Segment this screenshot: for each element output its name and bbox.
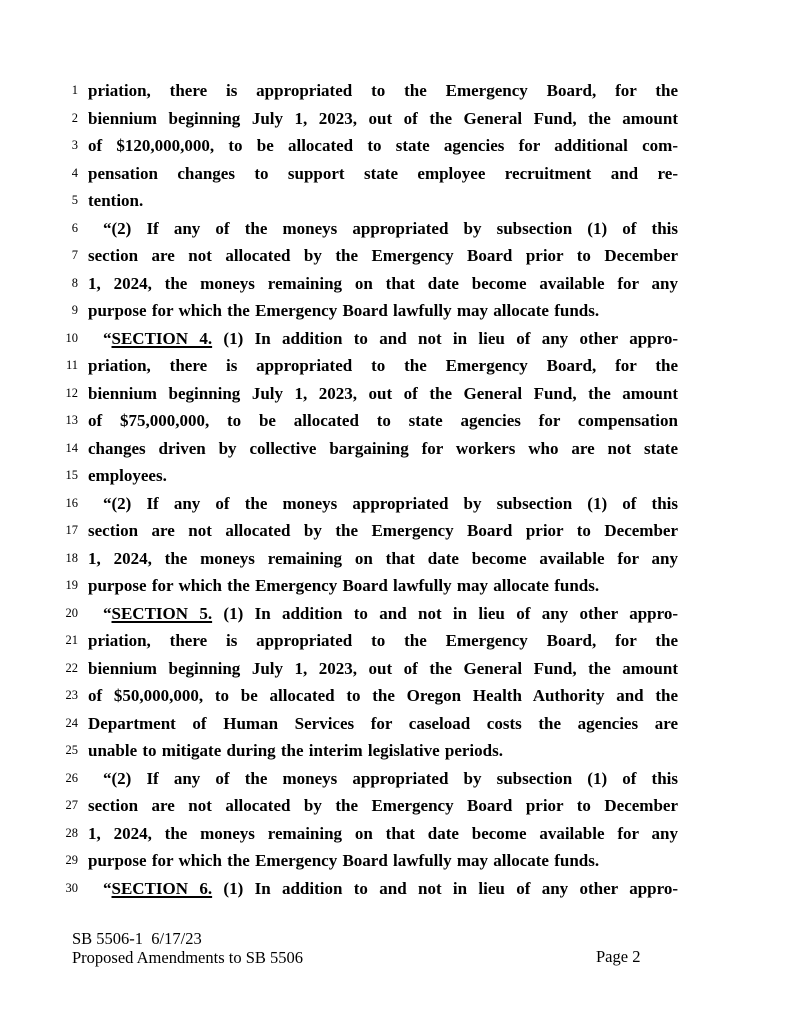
text-line: purpose for which the Emergency Board lawfully may allocate funds. [88, 576, 600, 595]
text-line-row [60, 517, 680, 545]
line-number: 14 [65, 440, 78, 455]
text-line: pensation changes to support state employee recruitment and re- [88, 163, 678, 183]
line-number: 8 [71, 275, 78, 290]
text-line: 1, 2024, the moneys remaining on that date become available for any [88, 273, 678, 293]
text-line-section-start: “SECTION 4. (1) In addition to and not in lieu of any other appro- [103, 328, 678, 348]
text-line-row [60, 407, 680, 435]
line-number: 26 [65, 770, 78, 785]
line-number: 7 [71, 248, 78, 262]
text-line-row [60, 820, 680, 848]
line-number: 12 [65, 385, 78, 400]
text-line-section-start: “SECTION 5. (1) In addition to and not in lieu of any other appro- [103, 603, 678, 623]
text-line-row [60, 77, 680, 105]
line-number: 2 [71, 110, 78, 125]
footer-page-number: Page 2 [596, 947, 641, 966]
text-line: 1, 2024, the moneys remaining on that date become available for any [88, 548, 678, 568]
text-line-row [60, 572, 680, 600]
line-number: 11 [65, 358, 78, 372]
text-lines [60, 77, 680, 902]
line-number: 19 [65, 578, 78, 592]
text-line-row [60, 655, 680, 683]
text-line-row [60, 710, 680, 738]
text-line: “(2) If any of the moneys appropriated by subsection (1) of this [103, 493, 678, 513]
line-number: 16 [65, 495, 78, 510]
text-line-row [60, 160, 680, 188]
line-number: 25 [65, 743, 78, 757]
line-number: 4 [71, 165, 78, 180]
text-line: “(2) If any of the moneys appropriated by subsection (1) of this [103, 218, 678, 238]
text-line: priation, there is appropriated to the Emergency Board, for the [88, 631, 678, 650]
text-line: biennium beginning July 1, 2023, out of the General Fund, the amount [88, 108, 678, 128]
line-number: 1 [71, 83, 78, 97]
text-line: section are not allocated by the Emergency Board prior to December [88, 796, 678, 815]
text-line-section-start: “SECTION 6. (1) In addition to and not in lieu of any other appro- [103, 878, 678, 898]
text-line-row [60, 297, 680, 325]
line-number: 13 [65, 413, 78, 427]
line-number: 22 [65, 660, 78, 675]
text-line-row [60, 792, 680, 820]
text-line-row [60, 490, 680, 518]
text-line-row [60, 242, 680, 270]
text-line-row [60, 270, 680, 298]
line-number: 3 [71, 138, 78, 152]
line-number: 17 [65, 523, 78, 537]
text-line: employees. [88, 466, 167, 485]
text-line-row [60, 215, 680, 243]
line-number: 24 [65, 715, 78, 730]
text-line: tention. [88, 191, 144, 210]
text-line: “(2) If any of the moneys appropriated by subsection (1) of this [103, 768, 678, 788]
text-line: purpose for which the Emergency Board lawfully may allocate funds. [88, 851, 600, 870]
text-line-row [60, 737, 680, 765]
line-number: 5 [71, 193, 78, 207]
line-number: 28 [65, 825, 78, 840]
line-number: 15 [65, 468, 78, 482]
line-number: 23 [65, 688, 78, 702]
line-number: 9 [71, 303, 78, 317]
text-line: section are not allocated by the Emergency Board prior to December [88, 521, 678, 540]
text-line-row [60, 545, 680, 573]
text-line-row [60, 765, 680, 793]
text-line: Department of Human Services for caseload costs the agencies are [88, 713, 678, 733]
text-line: of $75,000,000, to be allocated to state agencies for compensation [88, 411, 678, 430]
text-line: 1, 2024, the moneys remaining on that date become available for any [88, 823, 678, 843]
text-line-row [60, 132, 680, 160]
line-number: 10 [65, 330, 78, 345]
text-line-row [60, 627, 680, 655]
text-line: of $50,000,000, to be allocated to the Oregon Health Authority and the [88, 686, 678, 705]
text-line-row [60, 187, 680, 215]
section-heading: SECTION 6. [111, 878, 213, 898]
text-line: priation, there is appropriated to the Emergency Board, for the [88, 81, 678, 100]
line-number: 27 [65, 798, 78, 812]
text-line-row [60, 847, 680, 875]
line-number: 29 [65, 853, 78, 867]
text-line: purpose for which the Emergency Board lawfully may allocate funds. [88, 301, 600, 320]
footer-doc-id: SB 5506-1 6/17/23 [72, 929, 202, 948]
text-line: biennium beginning July 1, 2023, out of the General Fund, the amount [88, 658, 678, 678]
footer-title: Proposed Amendments to SB 5506 [72, 947, 304, 967]
section-heading: SECTION 5. [111, 603, 213, 623]
text-line-row [60, 325, 680, 353]
line-number: 18 [65, 550, 78, 565]
text-line-row [60, 380, 680, 408]
section-heading: SECTION 4. [111, 328, 213, 348]
text-line-row [60, 352, 680, 380]
text-line: section are not allocated by the Emergency Board prior to December [88, 246, 678, 265]
text-line: changes driven by collective bargaining for workers who are not state [88, 438, 678, 458]
line-number: 30 [65, 880, 78, 895]
line-number: 21 [65, 633, 78, 647]
text-line-row [60, 682, 680, 710]
line-number: 20 [65, 605, 78, 620]
text-line: biennium beginning July 1, 2023, out of the General Fund, the amount [88, 383, 678, 403]
line-number: 6 [71, 220, 78, 235]
text-line: priation, there is appropriated to the Emergency Board, for the [88, 356, 678, 375]
text-line-row [60, 875, 680, 903]
text-line-row [60, 600, 680, 628]
text-line-row [60, 435, 680, 463]
footer [72, 930, 303, 967]
text-line-row [60, 105, 680, 133]
text-line: of $120,000,000, to be allocated to state agencies for additional com- [88, 136, 678, 155]
text-line: unable to mitigate during the interim legislative periods. [88, 741, 503, 760]
text-line-row [60, 462, 680, 490]
